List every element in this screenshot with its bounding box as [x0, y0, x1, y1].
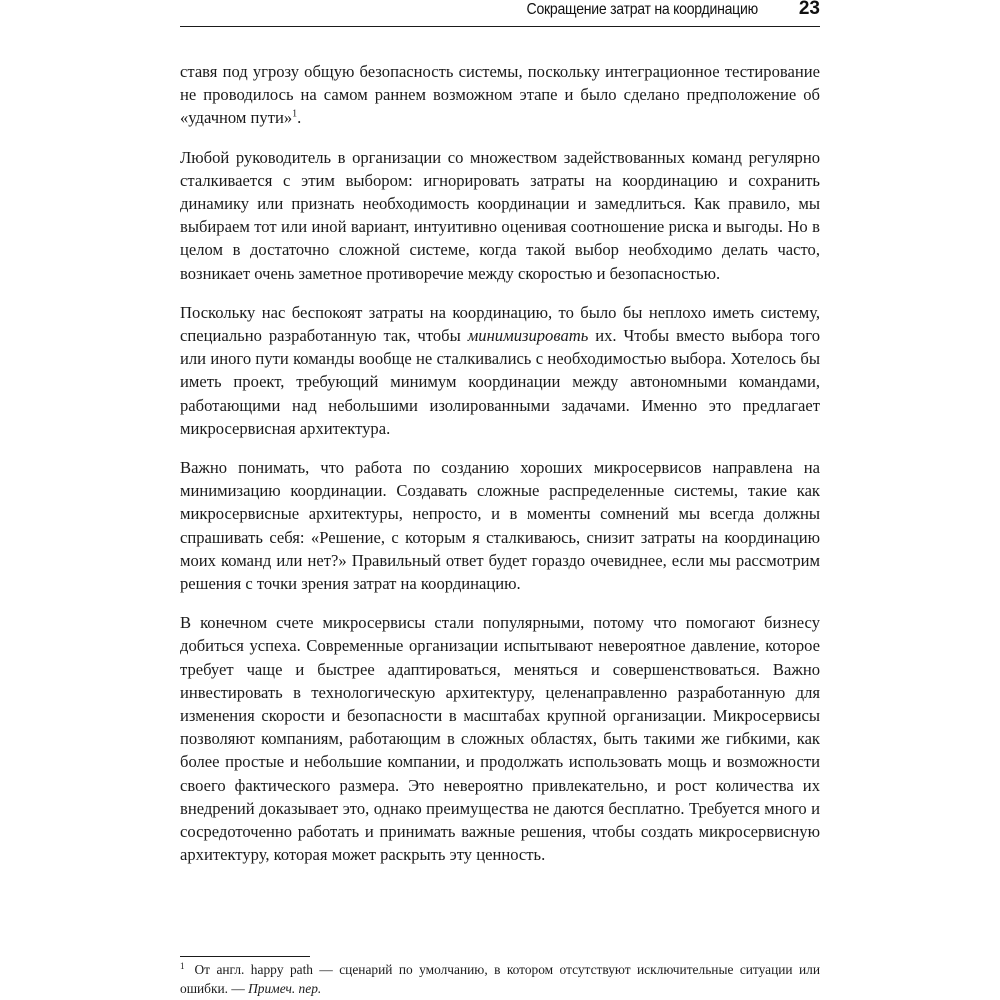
paragraph-3-emphasis: минимизировать	[467, 326, 589, 346]
paragraph-2: Любой руководитель в организации со множеством задействованных команд регулярно сталкивается с этим выбором: игнорировать затраты на координацию и сохранить динамику или признать необходимость координации и замедлиться. Как правило, мы выбираем тот или иной вариант, интуитивно оценивая соотношение риска и выгоды. Но в целом в достаточно сложной системе, когда такой выбор необходимо делать часто, возникает очень заметное противоречие между скоростью и безопасностью.	[180, 147, 820, 283]
paragraph-1-text: ставя под угрозу общую безопасность системы, поскольку интеграционное тестирование не проводилось на самом раннем возможном этапе и было сделано предположение об «удачном пути»	[180, 62, 820, 128]
footnote-translator-note: Примеч. пер.	[248, 981, 322, 996]
paragraph-5: В конечном счете микросервисы стали популярными, потому что помогают бизнесу добиться успеха. Современные организации испытывают невероятное давление, которое требует чаще и быстрее адаптироваться, меняться и совершенствоваться. Важно инвестировать в технологическую архитектуру, целенаправленно разработанную для изменения скорости и безопасности в масштабах крупной организации. Микросервисы позволяют компаниям, работающим в сложных областях, быть такими же гибкими, как более простые и небольшие компании, и продолжать использовать мощь и возможности своего фактического размера. Это невероятно привлекательно, и рост количества их внедрений доказывает это, однако преимущества не даются бесплатно. Требуется много и сосредоточенно работать и принимать важные решения, чтобы создать микросервисную архитектуру, которая может раскрыть эту ценность.	[180, 613, 820, 865]
paragraph-4: Важно понимать, что работа по созданию хороших микросервисов направлена на минимизацию координации. Создавать сложные распределенные системы, такие как микросервисные архитектуры, непросто, и в моменты сомнений мы всегда должны спрашивать себя: «Решение, с которым я сталкиваюсь, снизит затраты на координацию моих команд или нет?» Правильный ответ будет гораздо очевиднее, если мы рассмотрим решения с точки зрения затрат на координацию.	[180, 458, 820, 594]
running-header	[180, 0, 820, 27]
paragraph-1	[180, 60, 820, 130]
body-text	[180, 60, 820, 883]
paragraph-1-end: .	[297, 108, 302, 128]
paragraph-3-before: Поскольку нас беспокоят затраты на координацию, то было бы неплохо иметь систему, специально разработанную так, чтобы	[180, 302, 820, 346]
paragraph-3	[180, 301, 820, 440]
footnote	[180, 960, 820, 998]
chapter-title: Сокращение затрат на координацию	[526, 1, 758, 18]
footnote-divider	[180, 956, 310, 957]
page-number: 23	[798, 0, 820, 19]
paragraph-3-after: их. Чтобы вместо выбора того или иного пути команды вообще не сталкивались с необходимостью выбора. Хотелось бы иметь проект, требующий минимум координации между автономными командами, работающими над небольшими изолированными задачами. Именно это предлагает микросервисная архитектура.	[180, 326, 820, 438]
footnote-text: От англ. happy path — сценарий по умолчанию, в котором отсутствуют исключительные ситуации или ошибки. —	[180, 962, 820, 996]
footnote-marker: 1	[180, 960, 185, 971]
footnote-reference: 1	[292, 108, 298, 120]
